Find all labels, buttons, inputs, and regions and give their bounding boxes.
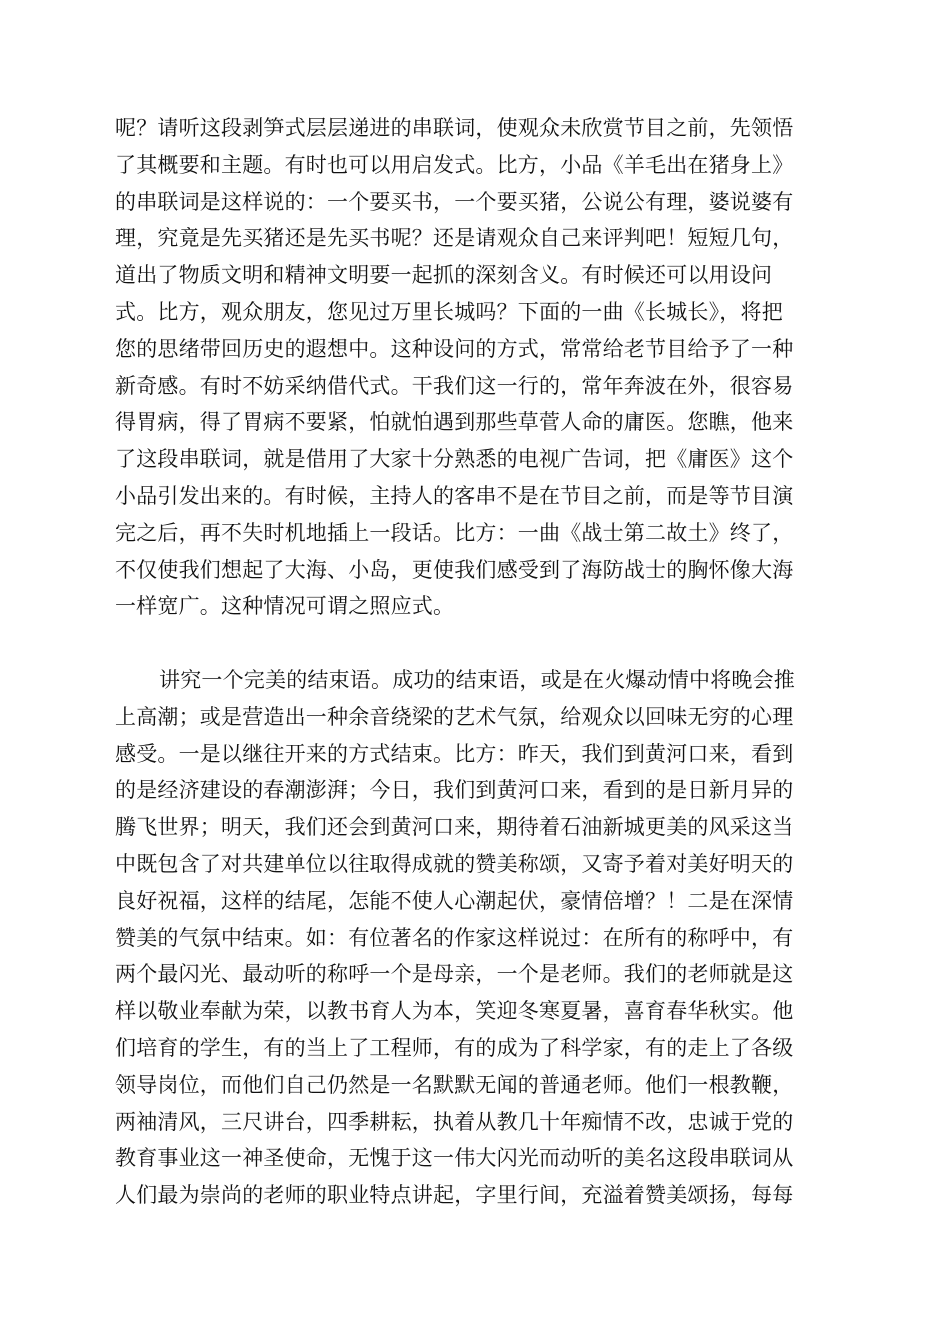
text-line: 的是经济建设的春潮澎湃；今日，我们到黄河口来，看到的是日新月异的 <box>115 778 794 803</box>
text-line: 式。比方，观众朋友，您见过万里长城吗？下面的一曲《长城长》，将把 <box>115 299 783 324</box>
text-line: 人们最为崇尚的老师的职业特点讲起，字里行间，充溢着赞美颂扬，每每 <box>115 1183 794 1208</box>
text-line: 了其概要和主题。有时也可以用启发式。比方，小品《羊毛出在猪身上》 <box>115 152 794 177</box>
text-line: 们培育的学生，有的当上了工程师，有的成为了科学家，有的走上了各级 <box>115 1035 794 1060</box>
text-line: 道出了物质文明和精神文明要一起抓的深刻含义。有时候还可以用设问 <box>115 263 773 288</box>
text-line: 中既包含了对共建单位以往取得成就的赞美称颂，又寄予着对美好明天的 <box>115 851 794 876</box>
text-line: 感受。一是以继往开来的方式结束。比方：昨天，我们到黄河口来，看到 <box>115 741 794 766</box>
paragraph-host-transitions <box>115 110 835 625</box>
text-line: 一样宽广。这种情况可谓之照应式。 <box>115 594 455 619</box>
text-line: 良好祝福，这样的结尾，怎能不使人心潮起伏，豪情倍增？！二是在深情 <box>115 888 794 913</box>
text-line: 了这段串联词，就是借用了大家十分熟悉的电视广告词，把《庸医》这个 <box>115 447 794 472</box>
text-line: 不仅使我们想起了大海、小岛，更使我们感受到了海防战士的胸怀像大海 <box>115 557 794 582</box>
text-line: 得胃病，得了胃病不要紧，怕就怕遇到那些草菅人命的庸医。您瞧，他来 <box>115 410 794 435</box>
text-line: 理，究竟是先买猪还是先买书呢？还是请观众自己来评判吧！短短几句， <box>115 226 794 251</box>
text-line: 新奇感。有时不妨采纳借代式。干我们这一行的，常年奔波在外，很容易 <box>115 373 794 398</box>
text-line: 两个最闪光、最动听的称呼一个是母亲，一个是老师。我们的老师就是这 <box>115 962 794 987</box>
text-line: 您的思绪带回历史的遐想中。这种设问的方式，常常给老节目给予了一种 <box>115 336 794 361</box>
text-line-first: 讲究一个完美的结束语。成功的结束语，或是在火爆动情中将晚会推 <box>159 668 795 692</box>
text-line: 的串联词是这样说的：一个要买书，一个要买猪，公说公有理，婆说婆有 <box>115 189 794 214</box>
text-line: 上高潮；或是营造出一种余音绕梁的艺术气氛，给观众以回味无穷的心理 <box>115 704 794 729</box>
text-line: 两袖清风，三尺讲台，四季耕耘，执着从教几十年痴情不改，忠诚于党的 <box>115 1109 794 1134</box>
text-line: 小品引发出来的。有时候，主持人的客串不是在节目之前，而是等节目演 <box>115 483 794 508</box>
text-line: 领导岗位，而他们自己仍然是一名默默无闻的普通老师。他们一根教鞭， <box>115 1072 794 1097</box>
text-line: 教育事业这一神圣使命，无愧于这一伟大闪光而动听的美名这段串联词从 <box>115 1146 794 1171</box>
text-line: 样以敬业奉献为荣，以教书育人为本，笑迎冬寒夏暑，喜育春华秋实。他 <box>115 999 794 1024</box>
paragraph-closing-remarks <box>115 662 835 1214</box>
text-line: 腾飞世界；明天，我们还会到黄河口来，期待着石油新城更美的风采这当 <box>115 815 794 840</box>
text-line: 完之后，再不失时机地插上一段话。比方：一曲《战士第二故土》终了， <box>115 520 794 545</box>
text-line: 呢？请听这段剥笋式层层递进的串联词，使观众未欣赏节目之前，先领悟 <box>115 116 794 140</box>
text-line: 赞美的气氛中结束。如：有位著名的作家这样说过：在所有的称呼中，有 <box>115 925 794 950</box>
